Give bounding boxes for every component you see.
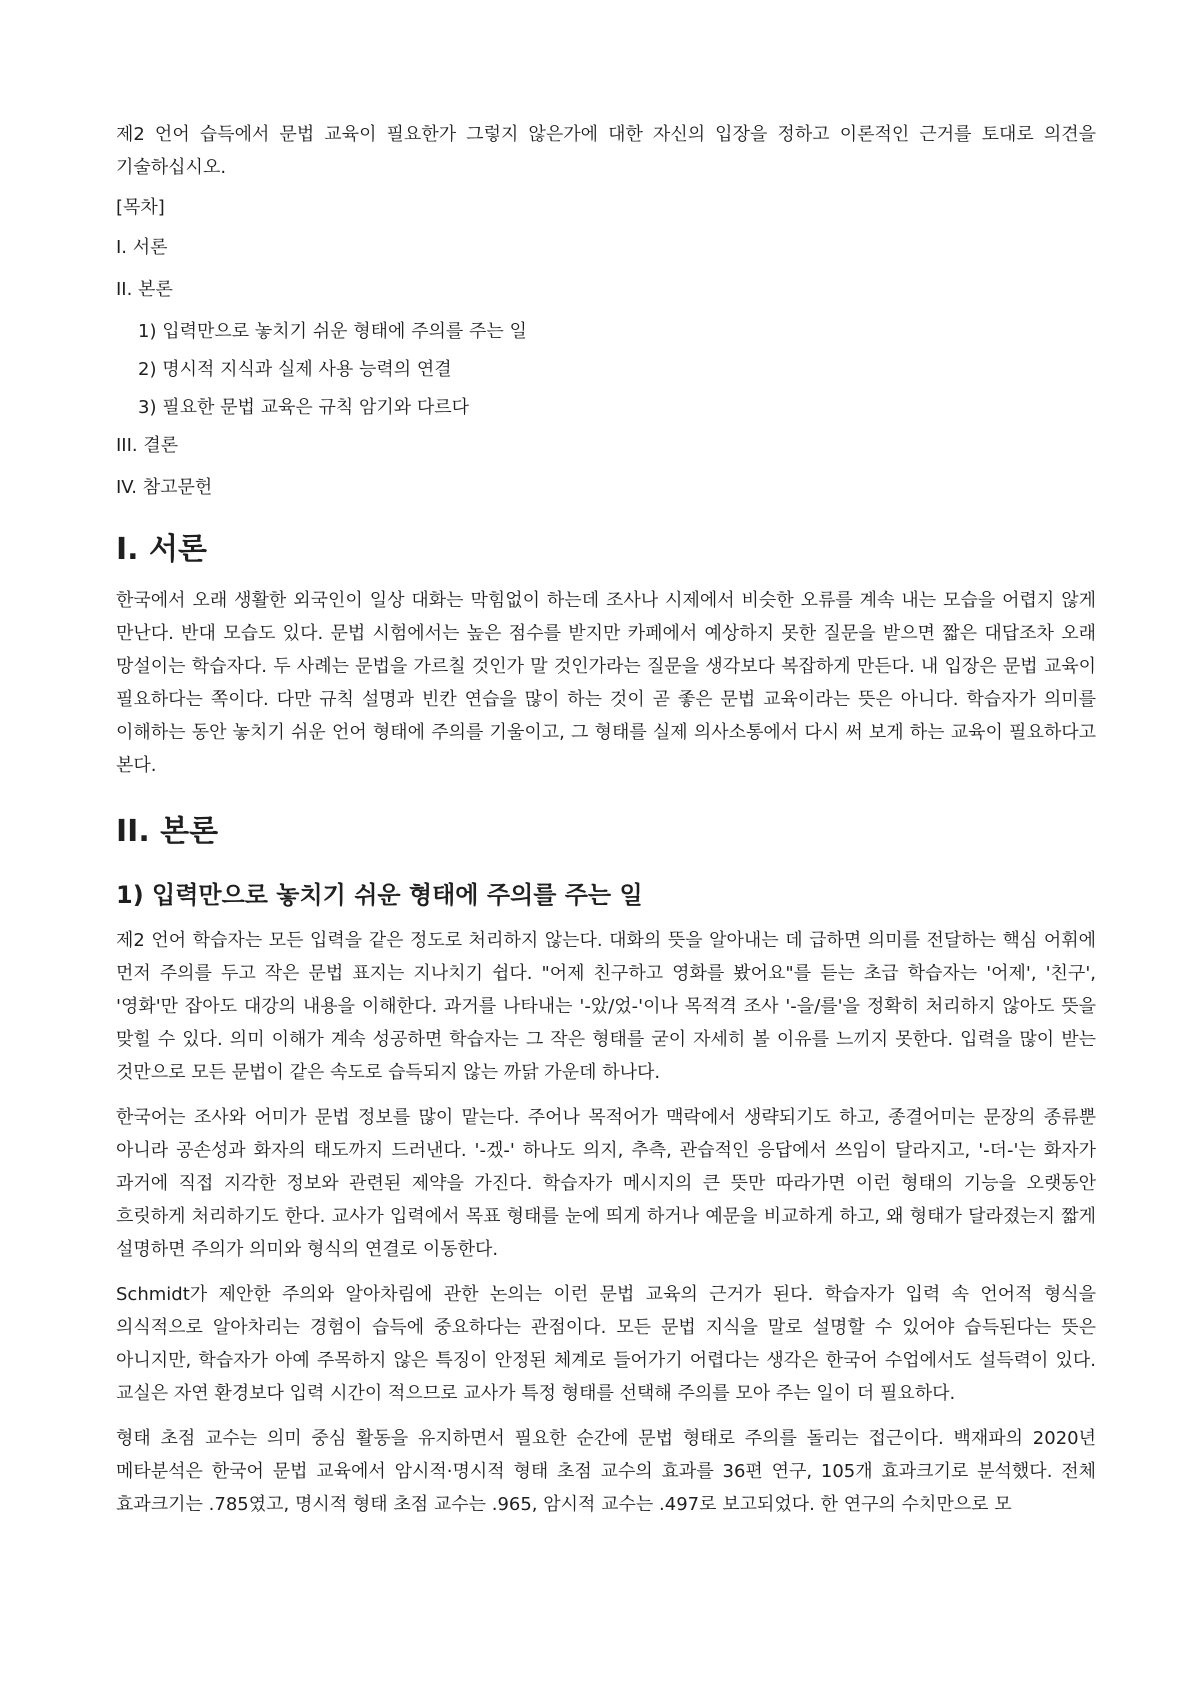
toc-heading: [목차]: [116, 197, 165, 218]
essay-prompt: 제2 언어 습득에서 문법 교육이 필요한가 그렇지 않은가에 대한 자신의 입장을 정하고 이론적인 근거를 토대로 의견을 기술하십시오.: [116, 124, 1096, 178]
body-paragraph: 한국어는 조사와 어미가 문법 정보를 많이 맡는다. 주어나 목적어가 맥락에서 생략되기도 하고, 종결어미는 문장의 종류뿐 아니라 공손성과 화자의 태도까지 드러낸다. '-겠-' 하나도 의지, 추측, 관습적인 응답에서 쓰임이 달라지고, '-더-'는 화자가 과거에 직접 지각한 정보와 관련된 제약을 가진다. 학습자가 메시지의 큰 뜻만 따라가면 이런 형태의 기능을 오랫동안 흐릿하게 처리하기도 한다. 교사가 입력에서 목표 형태를 눈에 띄게 하거나 예문을 비교하게 하고, 왜 형태가 달라졌는지 짧게 설명하면 주의가 의미와 형식의 연결로 이동한다.: [116, 1107, 1096, 1260]
section-heading-body: II. 본론: [116, 814, 219, 849]
subsection-heading-1: 1) 입력만으로 놓치기 쉬운 형태에 주의를 주는 일: [116, 881, 643, 909]
toc-item-references: IV. 참고문헌: [116, 477, 213, 498]
toc-item-intro: I. 서론: [116, 237, 168, 258]
section-heading-intro: I. 서론: [116, 532, 207, 567]
body-paragraph: 제2 언어 학습자는 모든 입력을 같은 정도로 처리하지 않는다. 대화의 뜻을 알아내는 데 급하면 의미를 전달하는 핵심 어휘에 먼저 주의를 두고 작은 문법 표지는 지나치기 쉽다. "어제 친구하고 영화를 봤어요"를 듣는 초급 학습자는 '어제', '친구', '영화'만 잡아도 대강의 내용을 이해한다. 과거를 나타내는 '-았/었-'이나 목적격 조사 '-을/를'을 정확히 처리하지 않아도 뜻을 맞힐 수 있다. 의미 이해가 계속 성공하면 학습자는 그 작은 형태를 굳이 자세히 볼 이유를 느끼지 못한다. 입력을 많이 받는 것만으로 모든 문법이 같은 속도로 습득되지 않는 까닭 가운데 하나다.: [116, 930, 1096, 1083]
table-of-contents: [116, 236, 1096, 500]
toc-item-conclusion: III. 결론: [116, 435, 179, 456]
toc-item-body-3: 3) 필요한 문법 교육은 규칙 암기와 다르다: [138, 397, 470, 418]
toc-item-body-2: 2) 명시적 지식과 실제 사용 능력의 연결: [138, 359, 452, 380]
body-paragraph: Schmidt가 제안한 주의와 알아차림에 관한 논의는 이런 문법 교육의 근거가 된다. 학습자가 입력 속 언어적 형식을 의식적으로 알아차리는 경험이 습득에 중요하다는 관점이다. 모든 문법 지식을 말로 설명할 수 있어야 습득된다는 뜻은 아니지만, 학습자가 아예 주목하지 않은 특징이 안정된 체계로 들어가기 어렵다는 생각은 한국어 수업에서도 설득력이 있다. 교실은 자연 환경보다 입력 시간이 적으므로 교사가 특정 형태를 선택해 주의를 모아 주는 일이 더 필요하다.: [116, 1284, 1096, 1404]
toc-item-body: II. 본론: [116, 279, 173, 300]
toc-item-body-1: 1) 입력만으로 놓치기 쉬운 형태에 주의를 주는 일: [138, 321, 527, 342]
body-paragraph: 형태 초점 교수는 의미 중심 활동을 유지하면서 필요한 순간에 문법 형태로 주의를 돌리는 접근이다. 백재파의 2020년 메타분석은 한국어 문법 교육에서 암시적·명시적 형태 초점 교수의 효과를 36편 연구, 105개 효과크기로 분석했다. 전체 효과크기는 .785였고, 명시적 형태 초점 교수는 .965, 암시적 교수는 .497로 보고되었다. 한 연구의 수치만으로 모: [116, 1428, 1096, 1515]
intro-paragraph: 한국에서 오래 생활한 외국인이 일상 대화는 막힘없이 하는데 조사나 시제에서 비슷한 오류를 계속 내는 모습을 어렵지 않게 만난다. 반대 모습도 있다. 문법 시험에서는 높은 점수를 받지만 카페에서 예상하지 못한 질문을 받으면 짧은 대답조차 오래 망설이는 학습자다. 두 사례는 문법을 가르칠 것인가 말 것인가라는 질문을 생각보다 복잡하게 만든다. 내 입장은 문법 교육이 필요하다는 쪽이다. 다만 규칙 설명과 빈칸 연습을 많이 하는 것이 곧 좋은 문법 교육이라는 뜻은 아니다. 학습자가 의미를 이해하는 동안 놓치기 쉬운 언어 형태에 주의를 기울이고, 그 형태를 실제 의사소통에서 다시 써 보게 하는 교육이 필요하다고 본다.: [116, 590, 1096, 776]
